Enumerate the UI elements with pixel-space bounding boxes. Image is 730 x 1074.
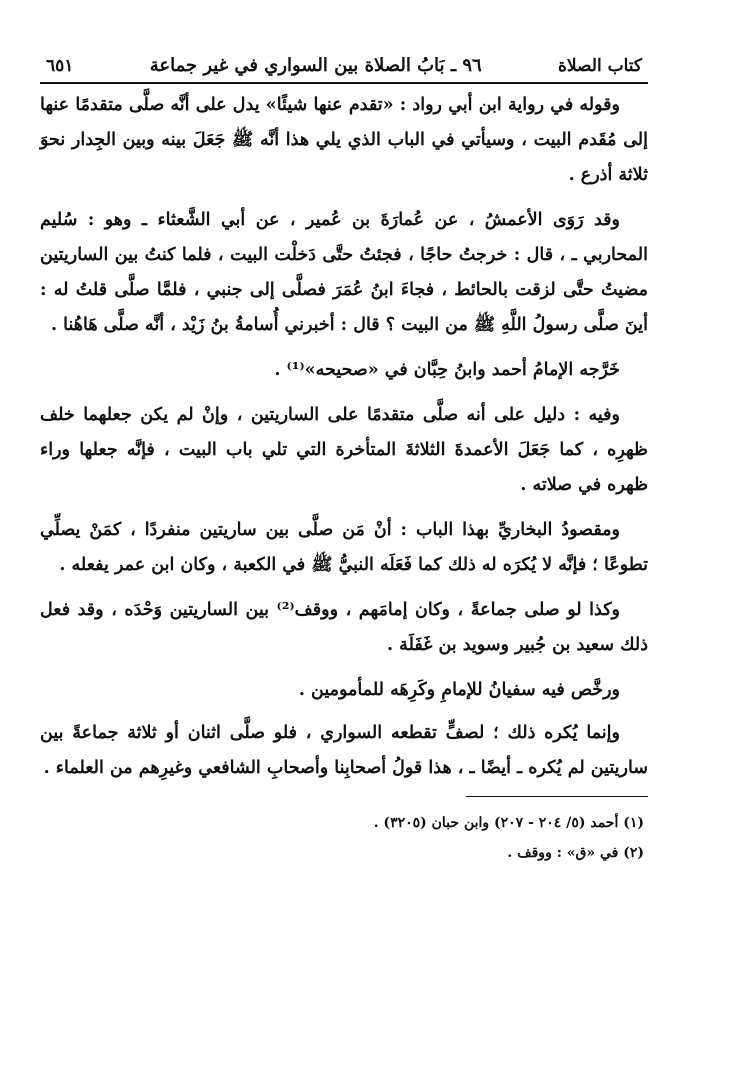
paragraph: ومقصودُ البخاريِّ بهذا الباب : أنْ مَن صلَّى بين ساريتين منفردًا ، كمَنْ يصلِّي تطوعًا ؛ فإنَّه لا يُكرَه له ذلك كما فَعَلَه النبيُّ ﷺ في الكعبة ، وكان ابن عمر يفعله . — [40, 520, 648, 575]
book-title: كتاب الصلاة — [557, 55, 642, 76]
footnotes — [40, 796, 648, 868]
chapter-title: ٩٦ ـ بَابُ الصلاة بين السواري في غير جماعة — [149, 55, 482, 76]
paragraph: وفيه : دليل على أنه صلَّى متقدمًا على الساريتين ، وإنْ لم يكن جعلهما خلف ظهرِه ، كما جَعَلَ الأعمدةَ الثلاثةَ المتأخرة التي تلي باب البيت ، فإنَّه جعلها وراء ظهره في صلاته . — [40, 405, 648, 495]
paragraph: وقد رَوَى الأعمشُ ، عن عُمارَةَ بن عُمير ، عن أبي الشَّعثاء ـ وهو : سُليم المحاربي ـ ، قال : خرجتُ حاجًا ، فجئتُ حتَّى دَخلْت البيت ، فلما كنتُ بين الساريتين مضيتُ حتَّى لزقت بالحائط ، فجاءَ ابنُ عُمَرَ فصلَّى إلى جنبي ، فلمَّا صلَّى قلتُ له : أينَ صلَّى رسولُ اللَّهِ ﷺ من البيت ؟ قال : أخبرني أُسامةُ بنُ زَيْد ، أنَّه صلَّى هَاهُنا . — [40, 210, 648, 335]
paragraph: ورخَّص فيه سفيانُ للإمامِ وكَرِهَه للمأمومين . — [298, 680, 620, 700]
footnote: (١) أحمد (٥/ ٢٠٤ - ٢٠٧) وابن حبان (٣٢٠٥) . — [373, 815, 644, 831]
paragraph: خَرَّجه الإمامُ أحمد وابنُ حِبَّان في «صحيحه»⁽¹⁾ . — [274, 360, 620, 380]
footnote-divider — [466, 796, 648, 797]
main-text — [40, 88, 648, 786]
paragraph: وإنما يُكره ذلك ؛ لصفٍّ تقطعه السواري ، فلو صلَّى اثنان أو ثلاثة جماعةً بين ساريتين لم يُكره ـ أيضًا ـ ، هذا قولُ أصحابِنا وأصحابِ الشافعي وغيرِهم من العلماء . — [40, 723, 648, 778]
paragraph: وقوله في رواية ابن أبي رواد : «تقدم عنها شيئًا» يدل على أنَّه صلَّى متقدمًا عنها إلى مُقَدم البيت ، وسيأتي في الباب الذي يلي هذا أنَّه ﷺ جَعَلَ بينه وبين الجِدار نحوَ ثلاثة أذرع . — [40, 95, 648, 185]
page-header — [40, 52, 648, 84]
paragraph: وكذا لو صلى جماعةً ، وكان إمامَهم ، ووقف⁽²⁾ بين الساريتين وَحْدَه ، وقد فعل ذلك سعيد بن جُبير وسويد بن غَفَلَة . — [40, 600, 648, 655]
document-page — [40, 52, 648, 868]
footnote: (٢) في «ق» : ووقف . — [507, 845, 644, 861]
page-number: ٦٥١ — [46, 55, 74, 76]
